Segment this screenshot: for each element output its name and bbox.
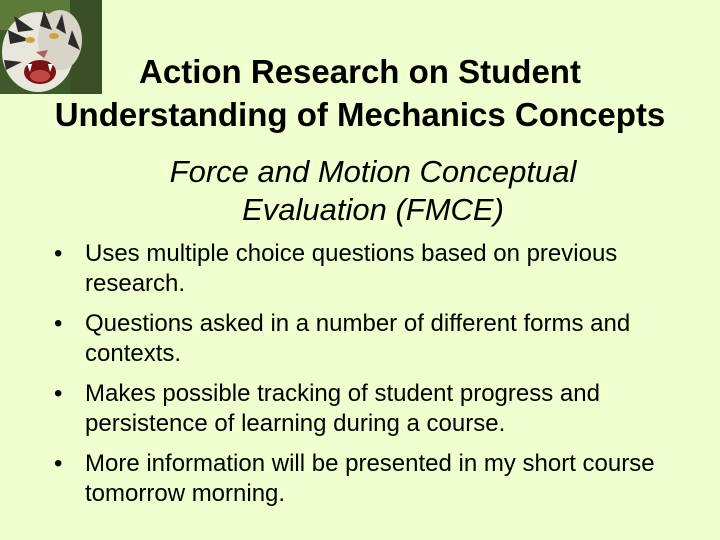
slide-title [0,50,720,136]
bullet-text: Makes possible tracking of student progress and persistence of learning during a course. [85,380,600,437]
bullet-marker: • [54,310,63,337]
bullet-marker: • [54,380,63,407]
slide-subtitle [0,153,720,229]
bullet-text: Uses multiple choice questions based on previous research. [85,240,618,297]
bullet-item [54,239,684,299]
bullet-item [54,379,684,439]
subtitle-line-2: Evaluation (FMCE) [242,192,504,227]
subtitle-line-1: Force and Motion Conceptual [169,154,577,189]
bullet-text: Questions asked in a number of different forms and contexts. [85,310,631,367]
bullet-text: More information will be presented in my short course tomorrow morning. [85,450,655,507]
bullet-item [54,309,684,369]
bullet-marker: • [54,450,63,477]
bullet-list [54,239,684,519]
title-line-2: Understanding of Mechanics Concepts [54,96,666,133]
bullet-item [54,449,684,509]
bullet-marker: • [54,240,63,267]
title-line-1: Action Research on Student [139,53,581,90]
